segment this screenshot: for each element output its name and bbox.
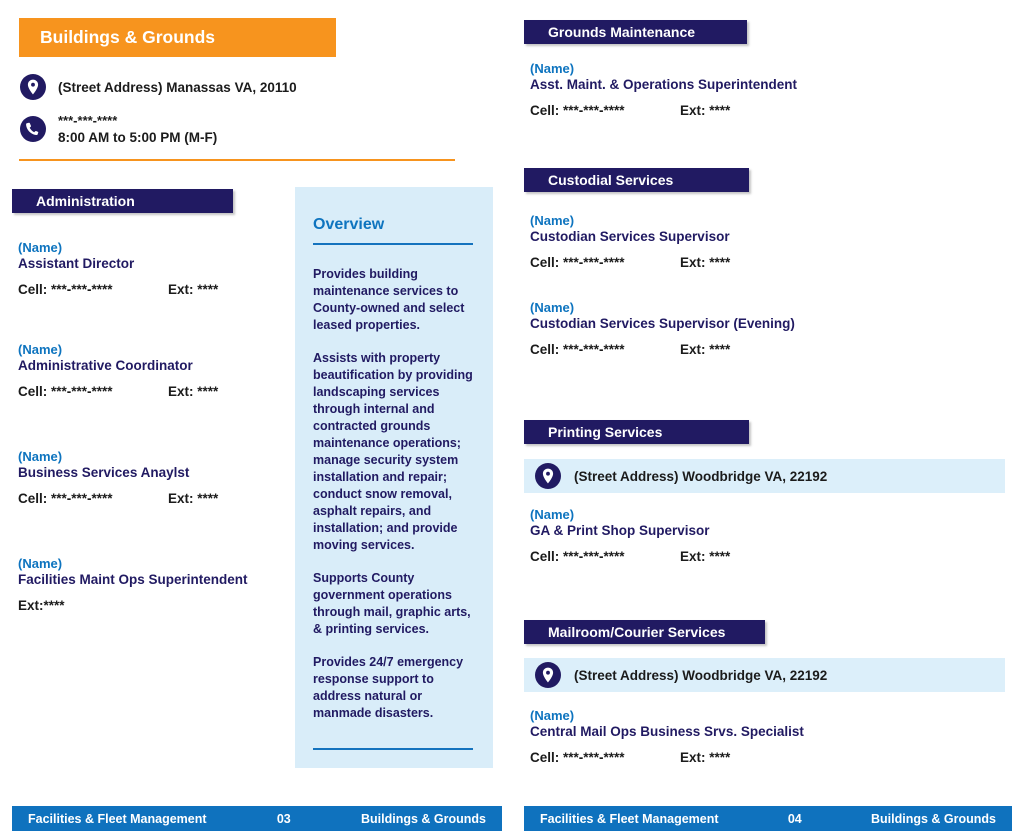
contact-custodian-services-supervisor — [530, 213, 730, 270]
footer-left-page — [12, 806, 502, 831]
footer-section: Buildings & Grounds — [361, 811, 486, 826]
address-row — [20, 74, 297, 100]
extension: Ext: **** — [680, 103, 731, 118]
contact-central-mail-ops-specialist — [530, 708, 804, 765]
extension: Ext: **** — [168, 384, 219, 399]
contact-phone-line — [530, 103, 797, 118]
section-bar-custodial-services — [524, 168, 749, 192]
contact-name: (Name) — [530, 507, 575, 522]
contact-title: Custodian Services Supervisor (Evening) — [530, 316, 795, 331]
phone-number: ***-***-**** — [58, 113, 118, 128]
overview-paragraph: Supports County government operations through mail, graphic arts, & printing services. — [313, 571, 471, 636]
section-bar-printing-services — [524, 420, 749, 444]
extension: Ext: **** — [168, 491, 219, 506]
section-bar-mailroom-courier-services — [524, 620, 765, 644]
overview-panel — [295, 187, 493, 768]
contact-phone-line — [530, 342, 795, 357]
extension: Ext:**** — [18, 598, 65, 613]
section-title: Custodial Services — [548, 172, 674, 188]
section-bar-administration — [12, 189, 233, 213]
contact-title: Business Services Anaylst — [18, 465, 190, 480]
cell-number: Cell: ***-***-**** — [18, 282, 113, 297]
phone-row — [20, 113, 217, 145]
section-title: Administration — [36, 193, 135, 209]
contact-name: (Name) — [530, 213, 575, 228]
location-pin-icon — [20, 74, 46, 100]
phone-icon — [20, 116, 46, 142]
contact-phone-line — [530, 549, 730, 564]
cell-number: Cell: ***-***-**** — [530, 103, 625, 118]
contact-title: Administrative Coordinator — [18, 358, 193, 373]
contact-phone-line — [18, 282, 218, 297]
contact-custodian-services-supervisor-evening — [530, 300, 795, 357]
contact-name: (Name) — [18, 556, 63, 571]
office-hours: 8:00 AM to 5:00 PM (M-F) — [58, 130, 218, 145]
contact-phone-line — [530, 750, 804, 765]
contact-phone-line — [18, 491, 218, 506]
overview-paragraph: Provides 24/7 emergency response support to address natural or manmade disasters. — [313, 655, 464, 720]
contact-business-services-analyst — [18, 449, 218, 506]
section-bar-grounds-maintenance — [524, 20, 747, 44]
cell-number: Cell: ***-***-**** — [530, 255, 625, 270]
contact-title: Assistant Director — [18, 256, 135, 271]
contact-phone-line — [18, 598, 248, 613]
location-pin-icon — [535, 662, 561, 688]
overview-paragraph: Provides building maintenance services to County-owned and select leased properties. — [313, 267, 465, 332]
footer-org: Facilities & Fleet Management — [540, 811, 719, 826]
cell-number: Cell: ***-***-**** — [530, 342, 625, 357]
contact-name: (Name) — [530, 300, 575, 315]
contact-name: (Name) — [530, 708, 575, 723]
contact-phone-line — [18, 384, 218, 399]
contact-name: (Name) — [18, 240, 63, 255]
contact-asst-maint-operations-superintendent — [530, 61, 797, 118]
contact-facilities-maint-ops-superintendent — [18, 556, 248, 613]
department-header — [19, 18, 336, 57]
footer-right-page — [524, 806, 1012, 831]
section-title: Printing Services — [548, 424, 663, 440]
cell-number: Cell: ***-***-**** — [530, 549, 625, 564]
section-title: Grounds Maintenance — [548, 24, 696, 40]
street-address: (Street Address) Manassas VA, 20110 — [58, 79, 297, 95]
footer-section: Buildings & Grounds — [871, 811, 996, 826]
cell-number: Cell: ***-***-**** — [18, 491, 113, 506]
contact-administrative-coordinator — [18, 342, 218, 399]
contact-title: GA & Print Shop Supervisor — [530, 523, 710, 538]
contact-title: Facilities Maint Ops Superintendent — [18, 572, 248, 587]
contact-title: Asst. Maint. & Operations Superintendent — [530, 77, 798, 92]
extension: Ext: **** — [680, 549, 731, 564]
cell-number: Cell: ***-***-**** — [530, 750, 625, 765]
footer-page-number: 04 — [787, 811, 802, 826]
contact-assistant-director — [18, 240, 218, 297]
phone-hours-text — [58, 113, 217, 145]
footer-org: Facilities & Fleet Management — [28, 811, 207, 826]
contact-title: Central Mail Ops Business Srvs. Specialist — [530, 724, 804, 739]
contact-ga-print-shop-supervisor — [530, 507, 730, 564]
street-address: (Street Address) Woodbridge VA, 22192 — [574, 667, 828, 683]
street-address: (Street Address) Woodbridge VA, 22192 — [574, 468, 828, 484]
contact-name: (Name) — [18, 449, 63, 464]
footer-page-number: 03 — [276, 811, 291, 826]
overview-title-rule — [313, 243, 473, 245]
extension: Ext: **** — [680, 342, 731, 357]
contact-phone-line — [530, 255, 730, 270]
mailroom-address-banner — [524, 658, 1005, 692]
department-title: Buildings & Grounds — [40, 27, 215, 47]
printing-address-banner — [524, 459, 1005, 493]
extension: Ext: **** — [168, 282, 219, 297]
contact-name: (Name) — [18, 342, 63, 357]
contact-title: Custodian Services Supervisor — [530, 229, 730, 244]
extension: Ext: **** — [680, 255, 731, 270]
extension: Ext: **** — [680, 750, 731, 765]
section-title: Mailroom/Courier Services — [548, 624, 726, 640]
overview-bottom-rule — [313, 748, 473, 750]
cell-number: Cell: ***-***-**** — [18, 384, 113, 399]
overview-paragraph: Assists with property beautification by providing landscaping services through internal and contracted grounds maintenance operations; manage security system installation and repair; conduct snow removal, asphalt repairs, and installation; and provide moving services. — [313, 351, 473, 552]
overview-title: Overview — [313, 216, 385, 233]
overview-body — [313, 266, 477, 722]
contact-name: (Name) — [530, 61, 575, 76]
location-pin-icon — [535, 463, 561, 489]
orange-divider — [19, 159, 455, 161]
